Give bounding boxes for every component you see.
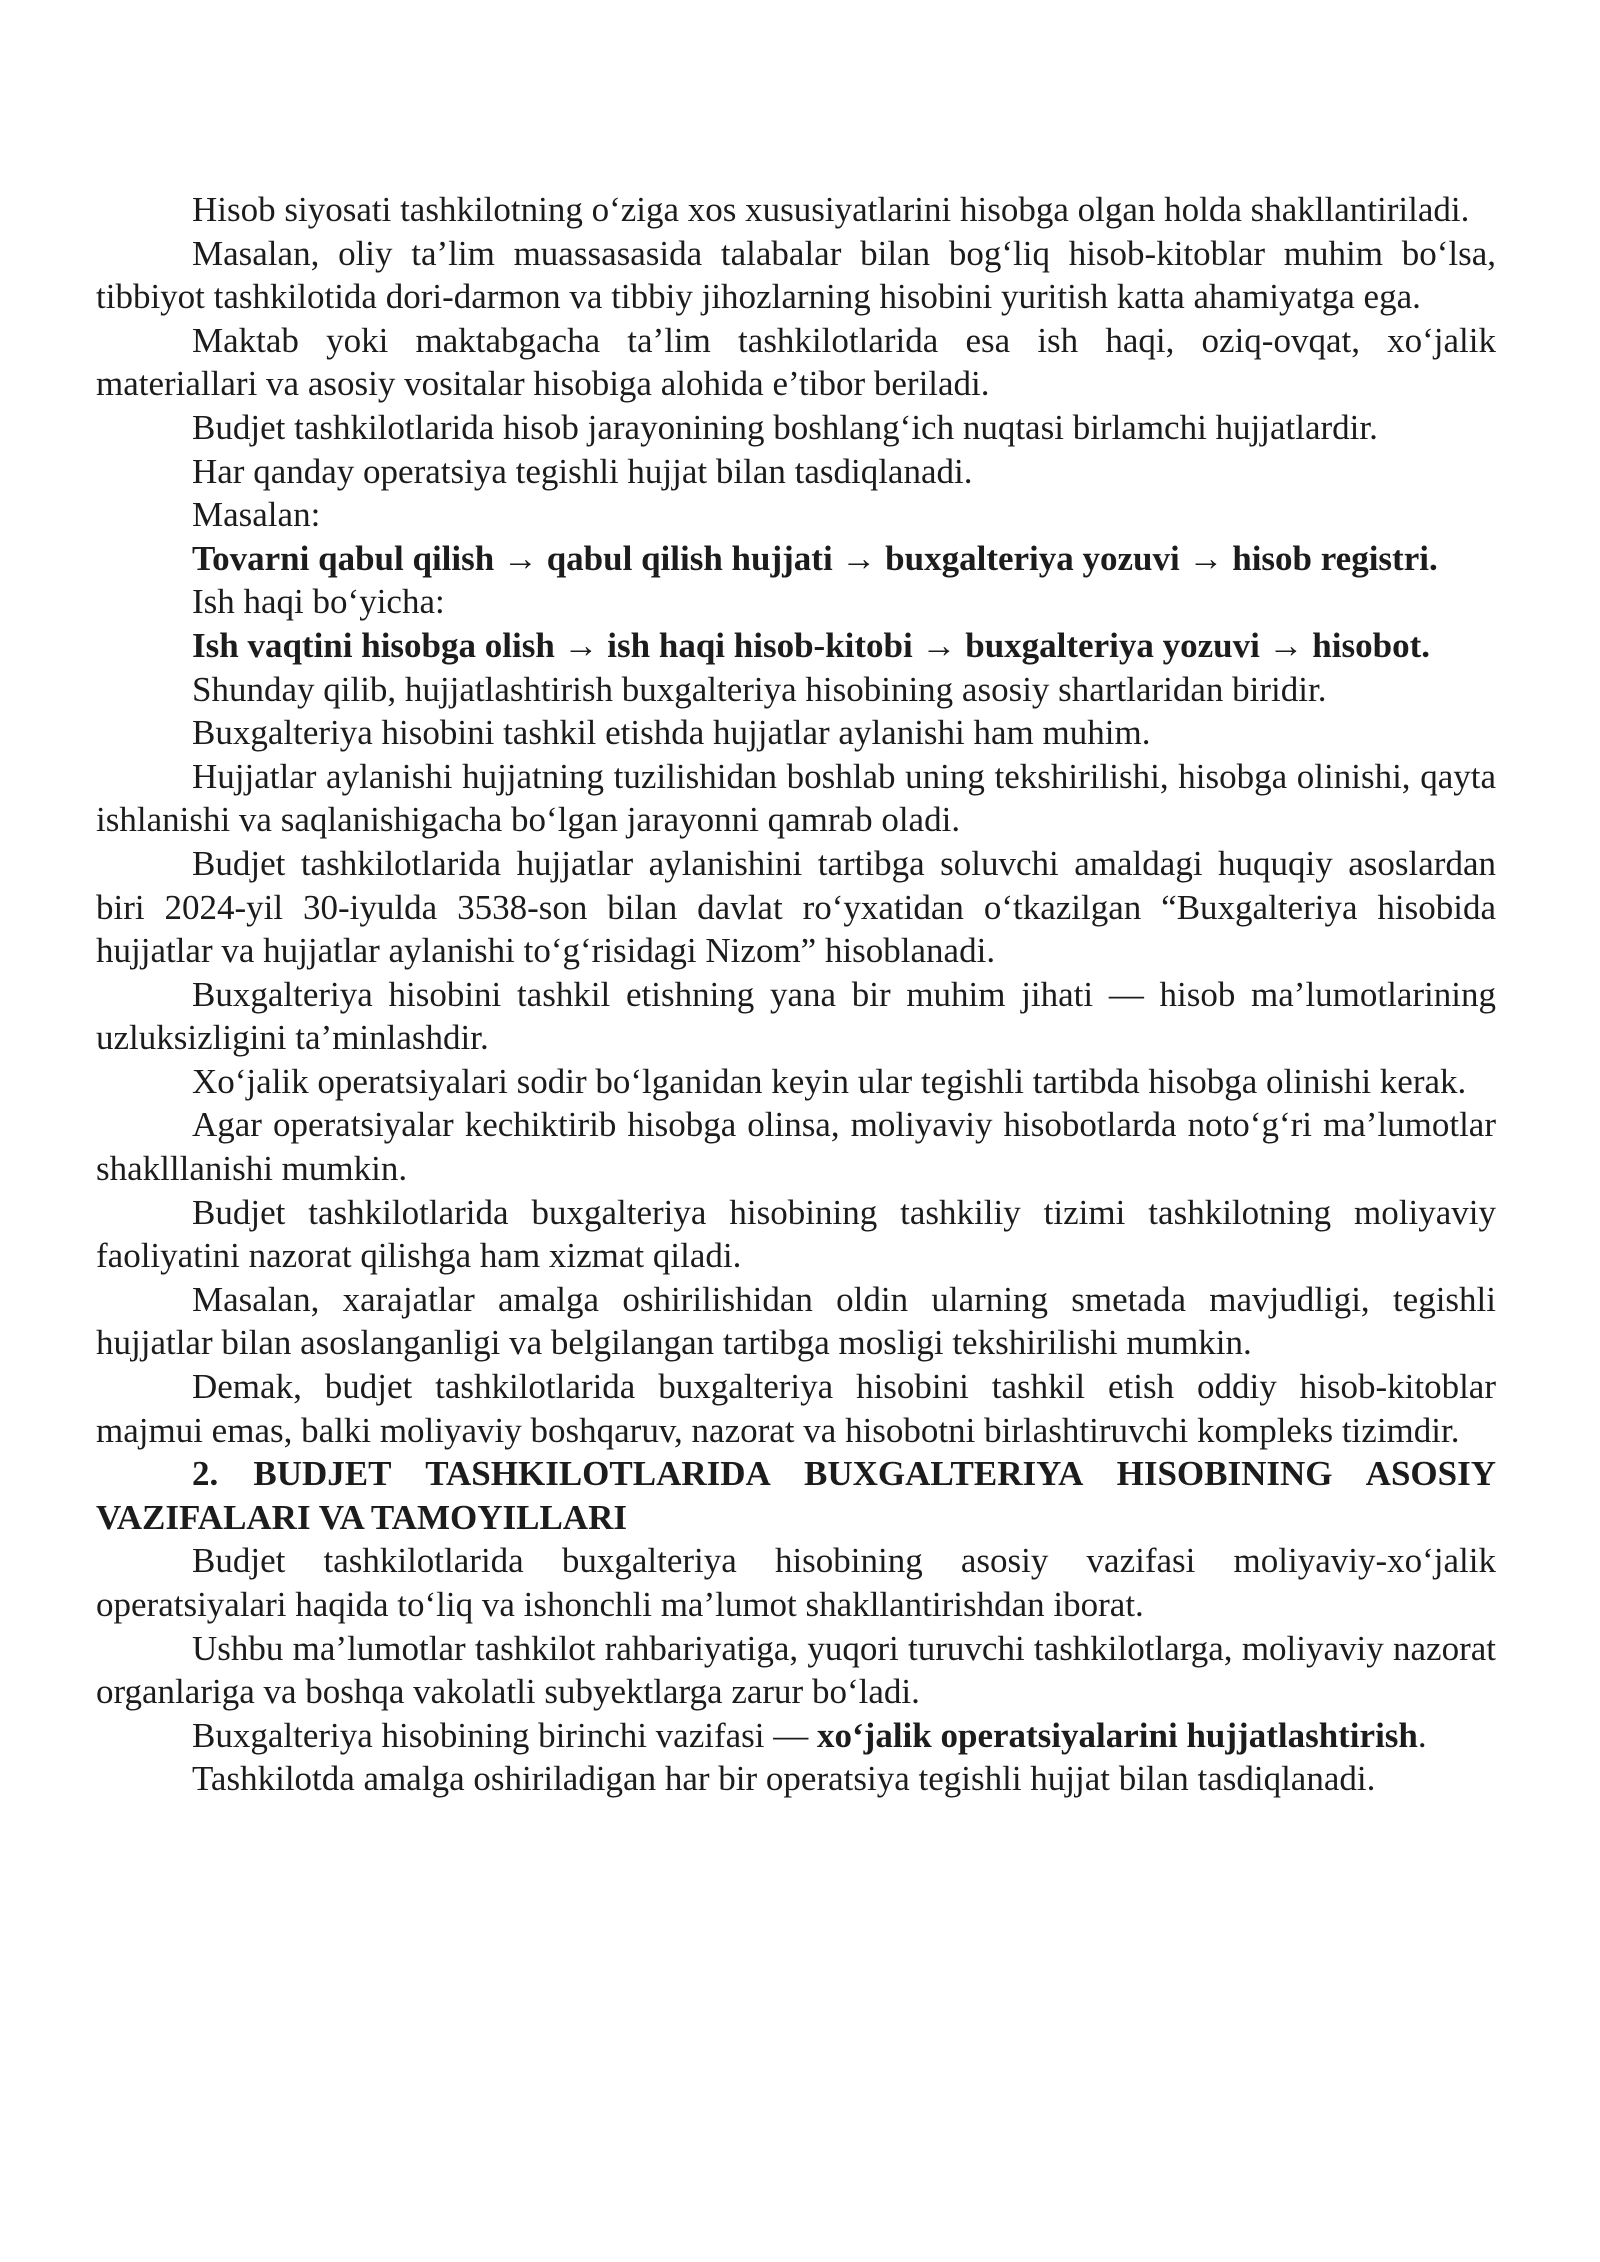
paragraph-tail: . (1417, 1715, 1427, 1755)
flow-statement: Tovarni qabul qilish → qabul qilish hujjati → buxgalteriya yozuvi → hisob registri. (192, 538, 1438, 578)
paragraph: Ish haqi bo‘yicha: (192, 582, 445, 622)
flow-statement: Ish vaqtini hisobga olish → ish haqi hisob-kitobi → buxgalteriya yozuvi → hisobot. (192, 625, 1430, 665)
paragraph: Demak, budjet tashkilotlarida buxgalteriya hisobini tashkil etish oddiy hisob-kitoblar majmui emas, balki moliyaviy boshqaruv, nazorat va hisobotni birlashtiruvchi kompleks tizimdir. (96, 1367, 1496, 1450)
document-page (96, 188, 1496, 1801)
paragraph: Hisob siyosati tashkilotning o‘ziga xos xususiyatlarini hisobga olgan holda shakllantiriladi. (192, 190, 1470, 229)
paragraph: Masalan: (192, 495, 321, 535)
paragraph: Budjet tashkilotlarida hisob jarayonining boshlang‘ich nuqtasi birlamchi hujjatlardir. (192, 407, 1378, 447)
paragraph: Hujjatlar aylanishi hujjatning tuzilishidan boshlab uning tekshirilishi, hisobga olinishi, qayta ishlanishi va saqlanishigacha bo‘lgan jarayonni qamrab oladi. (96, 756, 1496, 840)
paragraph (96, 1714, 1496, 1758)
paragraph: Buxgalteriya hisobini tashkil etishda hujjatlar aylanishi ham muhim. (192, 713, 1151, 753)
emphasis-text: xo‘jalik operatsiyalarini hujjatlashtirish (817, 1715, 1418, 1755)
paragraph: Xo‘jalik operatsiyalari sodir bo‘lganidan keyin ular tegishli tartibda hisobga olinishi kerak. (192, 1061, 1467, 1101)
paragraph: Masalan, oliy ta’lim muassasasida talabalar bilan bog‘liq hisob-kitoblar muhim bo‘lsa, tibbiyot tashkilotida dori-darmon va tibbiy jihozlarning hisobini yuritish katta ahamiyatga ega. (96, 233, 1496, 317)
paragraph: Tashkilotda amalga oshiriladigan har bir operatsiya tegishli hujjat bilan tasdiqlanadi. (192, 1759, 1376, 1799)
paragraph: Maktab yoki maktabgacha ta’lim tashkilotlarida esa ish haqi, oziq-ovqat, xo‘jalik materiallari va asosiy vositalar hisobiga alohida e’tibor beriladi. (96, 320, 1496, 404)
paragraph: Masalan, xarajatlar amalga oshirilishidan oldin ularning smetada mavjudligi, tegishli hujjatlar bilan asoslanganligi va belgilangan tartibga mosligi tekshirilishi mumkin. (96, 1279, 1496, 1363)
paragraph: Buxgalteriya hisobini tashkil etishning yana bir muhim jihati — hisob ma’lumotlarining uzluksizligini ta’minlashdir. (96, 974, 1496, 1058)
paragraph: Shunday qilib, hujjatlashtirish buxgalteriya hisobining asosiy shartlaridan biridir. (192, 669, 1327, 709)
paragraph: Har qanday operatsiya tegishli hujjat bilan tasdiqlanadi. (192, 451, 973, 491)
paragraph: Ushbu ma’lumotlar tashkilot rahbariyatiga, yuqori turuvchi tashkilotlarga, moliyaviy nazorat organlariga va boshqa vakolatli subyektlarga zarur bo‘ladi. (96, 1628, 1496, 1712)
paragraph-text: Buxgalteriya hisobining birinchi vazifasi — (192, 1715, 818, 1755)
paragraph: Budjet tashkilotlarida buxgalteriya hisobining asosiy vazifasi moliyaviy-xo‘jalik operatsiyalari haqida to‘liq va ishonchli ma’lumot shakllantirishdan iborat. (96, 1541, 1496, 1624)
section-heading: 2. BUDJET TASHKILOTLARIDA BUXGALTERIYA HISOBINING ASOSIY VAZIFALARI VA TAMOYILLARI (96, 1454, 1496, 1537)
paragraph: Budjet tashkilotlarida hujjatlar aylanishini tartibga soluvchi amaldagi huquqiy asoslardan biri 2024-yil 30-iyulda 3538-son bilan davlat ro‘yxatidan o‘tkazilgan “Buxgalteriya hisobida hujjatlar va hujjatlar aylanishi to‘g‘risidagi Nizom” hisoblanadi. (96, 843, 1496, 971)
paragraph: Agar operatsiyalar kechiktirib hisobga olinsa, moliyaviy hisobotlarda noto‘g‘ri ma’lumotlar shaklllanishi mumkin. (96, 1105, 1496, 1189)
paragraph: Budjet tashkilotlarida buxgalteriya hisobining tashkiliy tizimi tashkilotning moliyaviy faoliyatini nazorat qilishga ham xizmat qiladi. (96, 1192, 1496, 1276)
